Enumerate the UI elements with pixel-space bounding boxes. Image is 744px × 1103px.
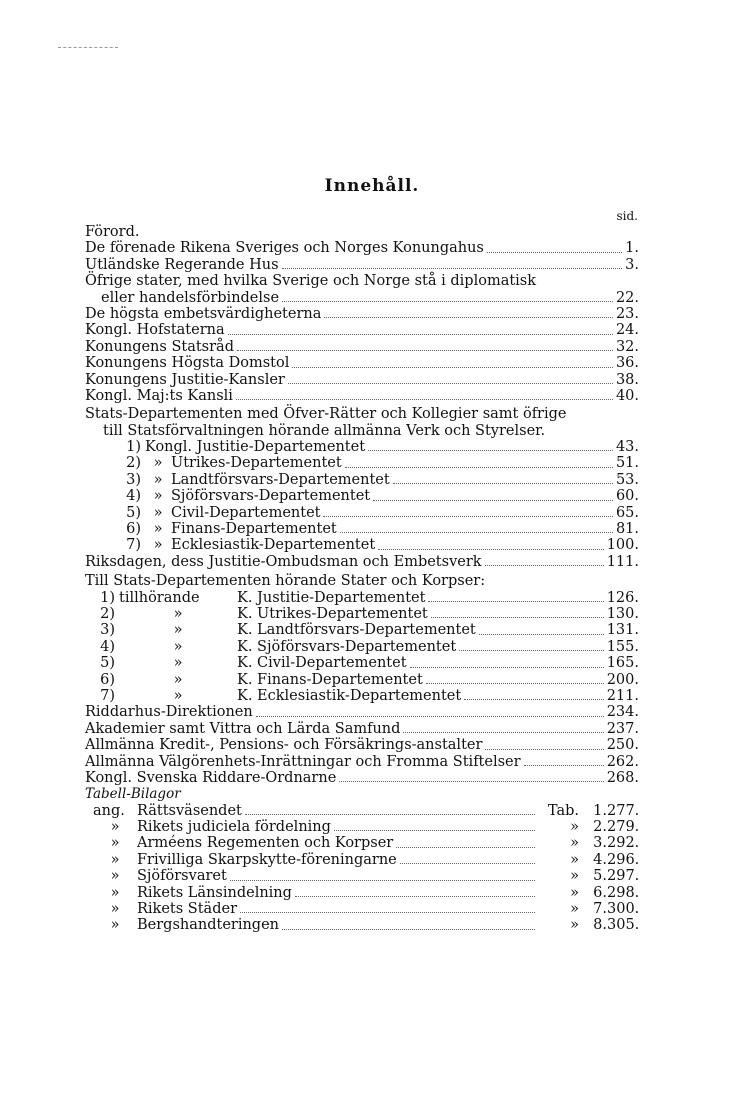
toc-entry (85, 754, 639, 770)
tab-number: 7. (593, 901, 607, 918)
toc-korps-entry (85, 688, 639, 704)
tab-label: » (570, 884, 579, 901)
page-column-label: sid. (616, 209, 638, 223)
entry-label: K. Landtförsvars-Departementet (237, 622, 476, 639)
entry-page: 43. (615, 439, 639, 456)
entry-label: K. Ecklesiastik-Departementet (237, 687, 462, 704)
entry-number: 7) (126, 537, 141, 554)
section-line1: Stats-Departementen med Öfver-Rätter och Kollegier samt öfrige (85, 406, 567, 423)
entry-label: K. Sjöförsvars-Departementet (237, 638, 457, 655)
entry-number: 2) (126, 455, 141, 472)
dot-leader (340, 532, 613, 533)
dot-leader (459, 650, 604, 651)
toc-department-entry (85, 472, 639, 488)
entry-label: Kongl. Justitie-Departementet (145, 439, 366, 456)
toc-korps-entry (85, 655, 639, 671)
table-of-contents (85, 224, 639, 934)
entry-number: 2) (100, 605, 115, 622)
entry-page: 51. (615, 455, 639, 472)
entry-page: 130. (606, 605, 639, 622)
entry-page: 298. (607, 884, 640, 901)
dot-leader (393, 483, 613, 484)
ditto-mark: » (173, 687, 183, 704)
toc-tabell-entry (85, 901, 639, 917)
ditto-mark: » (173, 622, 183, 639)
tab-number: 8. (593, 917, 607, 934)
toc-korps-entry (85, 606, 639, 622)
entry-page: 32. (615, 338, 639, 355)
entry-number: 5) (100, 655, 115, 672)
entry-label-line1: Öfrige stater, med hvilka Sverige och Norge stå i diplomatisk (85, 273, 537, 290)
entry-page: 100. (606, 537, 639, 554)
entry-label: Kongl. Svenska Riddare-Ordnarne (85, 769, 337, 786)
dot-leader (345, 467, 613, 468)
toc-entry (85, 388, 639, 404)
tab-label: » (570, 901, 579, 918)
ditto-mark: » (110, 868, 120, 885)
toc-department-entry (85, 521, 639, 537)
entry-label: K. Utrikes-Departementet (237, 605, 428, 622)
tab-number: 6. (593, 884, 607, 901)
dot-leader (339, 781, 603, 782)
toc-heading-forord: Förord. (85, 223, 140, 240)
dot-leader (282, 929, 535, 930)
entry-page: 211. (606, 687, 639, 704)
entry-page: 300. (607, 901, 640, 918)
entry-label: Arméens Regementen och Korpser (137, 835, 394, 852)
toc-entry (85, 704, 639, 720)
toc-tabell-entry (85, 852, 639, 868)
dot-leader (334, 830, 535, 831)
ditto-mark: » (153, 471, 163, 488)
dot-leader (431, 617, 604, 618)
entry-number: 1) (100, 589, 115, 606)
entry-label: Frivilliga Skarpskytte-föreningarne (137, 851, 397, 868)
entry-label: Rikets Städer (137, 901, 237, 918)
dot-leader (256, 716, 604, 717)
entry-number: 4) (126, 488, 141, 505)
ditto-mark: » (173, 605, 183, 622)
toc-entry-ofrige (85, 273, 639, 306)
toc-entry (85, 355, 639, 371)
entry-label: Riksdagen, dess Justitie-Ombudsman och Embetsverk (85, 553, 482, 570)
toc-heading-tabell-bilagor: Tabell-Bilagor (85, 786, 181, 803)
toc-entry (85, 554, 639, 570)
entry-label: Utländske Regerande Hus (85, 256, 279, 273)
toc-korps-entry (85, 622, 639, 638)
entry-label: Landtförsvars-Departementet (171, 471, 390, 488)
entry-label: Konungens Justitie-Kansler (85, 371, 285, 388)
tab-number: 3. (593, 835, 607, 852)
entry-label: Sjöförsvaret (137, 868, 227, 885)
toc-section-till-stats: Till Stats-Departementen hörande Stater och Korpser: (85, 573, 486, 590)
entry-label: Finans-Departementet (171, 521, 337, 538)
ditto-mark: » (110, 901, 120, 918)
entry-number: 3) (126, 471, 141, 488)
dot-leader (378, 549, 604, 550)
dot-leader (487, 252, 622, 253)
dot-leader (230, 880, 535, 881)
tab-number: 5. (593, 868, 607, 885)
entry-number: 5) (126, 504, 141, 521)
entry-page: 155. (606, 638, 639, 655)
entry-page: 111. (606, 553, 639, 570)
dot-leader (288, 383, 613, 384)
dot-leader (237, 350, 613, 351)
entry-label: Akademier samt Vittra och Lärda Samfund (85, 720, 401, 737)
entry-page: 81. (615, 521, 639, 538)
ditto-mark: » (110, 917, 120, 934)
toc-korps-entry (85, 639, 639, 655)
corner-mark (58, 47, 118, 48)
entry-label: Civil-Departementet (171, 504, 321, 521)
dot-leader (295, 896, 535, 897)
entry-page: 65. (615, 504, 639, 521)
entry-number: 3) (100, 622, 115, 639)
toc-tabell-entry (85, 803, 639, 819)
toc-tabell-entry (85, 885, 639, 901)
toc-entry (85, 737, 639, 753)
tab-label: » (570, 868, 579, 885)
toc-department-entry (85, 537, 639, 553)
dot-leader (400, 863, 535, 864)
toc-department-entry (85, 488, 639, 504)
tab-label: » (570, 819, 579, 836)
tab-label: » (570, 835, 579, 852)
ditto-mark: » (173, 671, 183, 688)
tab-number: 2. (593, 819, 607, 836)
toc-entry (85, 322, 639, 338)
entry-page: 23. (615, 305, 639, 322)
toc-korps-entry (85, 672, 639, 688)
entry-number: 6) (100, 671, 115, 688)
toc-korps-entry (85, 590, 639, 606)
toc-tabell-entry (85, 835, 639, 851)
toc-department-entry (85, 439, 639, 455)
dot-leader (373, 500, 613, 501)
ditto-mark: » (110, 819, 120, 836)
toc-entry (85, 257, 639, 273)
entry-page: 1. (625, 240, 639, 257)
toc-department-entry (85, 505, 639, 521)
entry-label: Utrikes-Departementet (171, 455, 342, 472)
entry-prefix: tillhörande (119, 589, 200, 606)
entry-label: Allmänna Kredit-, Pensions- och Försäkrings-anstalter (85, 737, 483, 754)
entry-label: De högsta embetsvärdigheterna (85, 305, 322, 322)
entry-page: 250. (606, 737, 639, 754)
toc-tabell-entry (85, 917, 639, 933)
ditto-mark: » (153, 537, 163, 554)
dot-leader (464, 699, 604, 700)
ditto-mark: » (153, 488, 163, 505)
dot-leader (292, 367, 613, 368)
entry-prefix: ang. (93, 802, 125, 819)
dot-leader (324, 317, 613, 318)
dot-leader (485, 749, 603, 750)
tab-number: 4. (593, 851, 607, 868)
dot-leader (485, 565, 604, 566)
entry-number: 4) (100, 638, 115, 655)
entry-label: Konungens Högsta Domstol (85, 355, 290, 372)
entry-label: K. Justitie-Departementet (237, 589, 426, 606)
entry-page: 131. (606, 622, 639, 639)
entry-page: 234. (606, 704, 639, 721)
toc-entry (85, 372, 639, 388)
entry-label: Ecklesiastik-Departementet (171, 537, 376, 554)
dot-leader (282, 301, 613, 302)
entry-label: Rättsväsendet (137, 802, 242, 819)
toc-entry (85, 770, 639, 786)
dot-leader (240, 912, 535, 913)
entry-label: De förenade Rikena Sveriges och Norges Konungahus (85, 240, 484, 257)
ditto-mark: » (153, 504, 163, 521)
entry-page: 126. (606, 589, 639, 606)
entry-page: 277. (607, 802, 640, 819)
entry-label: Kongl. Hofstaterna (85, 322, 225, 339)
entry-page: 262. (606, 753, 639, 770)
entry-label: Rikets Länsindelning (137, 884, 292, 901)
page-title: Innehåll. (324, 176, 420, 196)
dot-leader (426, 683, 604, 684)
entry-label: K. Civil-Departementet (237, 655, 407, 672)
toc-entry (85, 721, 639, 737)
entry-page: 292. (607, 835, 640, 852)
entry-label: Konungens Statsråd (85, 338, 234, 355)
entry-page: 200. (606, 671, 639, 688)
entry-page: 22. (615, 289, 639, 306)
toc-section-stats-departementen (85, 406, 639, 439)
dot-leader (524, 765, 604, 766)
entry-label-line2: eller handelsförbindelse (101, 289, 280, 306)
entry-page: 60. (615, 488, 639, 505)
entry-page: 53. (615, 471, 639, 488)
entry-label: Kongl. Maj:ts Kansli (85, 387, 233, 404)
ditto-mark: » (173, 638, 183, 655)
dot-leader (396, 847, 535, 848)
ditto-mark: » (110, 851, 120, 868)
entry-label: Rikets judiciela fördelning (137, 819, 331, 836)
ditto-mark: » (110, 835, 120, 852)
ditto-mark: » (173, 655, 183, 672)
dot-leader (368, 450, 613, 451)
entry-page: 297. (607, 868, 640, 885)
dot-leader (282, 268, 623, 269)
entry-number: 1) (126, 439, 141, 456)
dot-leader (228, 334, 613, 335)
dot-leader (323, 516, 612, 517)
entry-page: 36. (615, 355, 639, 372)
ditto-mark: » (110, 884, 120, 901)
entry-page: 24. (615, 322, 639, 339)
section-line2: till Statsförvaltningen hörande allmänna Verk och Styrelser. (103, 422, 546, 439)
entry-page: 3. (625, 256, 639, 273)
tab-label: Tab. (547, 802, 579, 819)
toc-entry (85, 240, 639, 256)
ditto-mark: » (153, 455, 163, 472)
entry-label: K. Finans-Departementet (237, 671, 423, 688)
dot-leader (410, 667, 604, 668)
tab-number: 1. (593, 802, 607, 819)
entry-page: 38. (615, 371, 639, 388)
entry-label: Sjöförsvars-Departementet (171, 488, 371, 505)
entry-page: 268. (606, 769, 639, 786)
toc-entry (85, 306, 639, 322)
tab-label: » (570, 851, 579, 868)
entry-label: Allmänna Välgörenhets-Inrättningar och Fromma Stiftelser (85, 753, 521, 770)
entry-page: 165. (606, 655, 639, 672)
dot-leader (428, 601, 603, 602)
dot-leader (236, 399, 613, 400)
toc-tabell-entry (85, 819, 639, 835)
tab-label: » (570, 917, 579, 934)
toc-entry (85, 339, 639, 355)
entry-page: 305. (607, 917, 640, 934)
entry-page: 237. (606, 720, 639, 737)
dot-leader (479, 634, 604, 635)
entry-number: 7) (100, 687, 115, 704)
entry-page: 296. (607, 851, 640, 868)
toc-tabell-entry (85, 868, 639, 884)
dot-leader (403, 732, 603, 733)
entry-label: Bergshandteringen (137, 917, 280, 934)
entry-page: 279. (607, 819, 640, 836)
entry-number: 6) (126, 521, 141, 538)
toc-department-entry (85, 455, 639, 471)
entry-page: 40. (615, 387, 639, 404)
dot-leader (245, 814, 535, 815)
ditto-mark: » (153, 521, 163, 538)
entry-label: Riddarhus-Direktionen (85, 704, 253, 721)
